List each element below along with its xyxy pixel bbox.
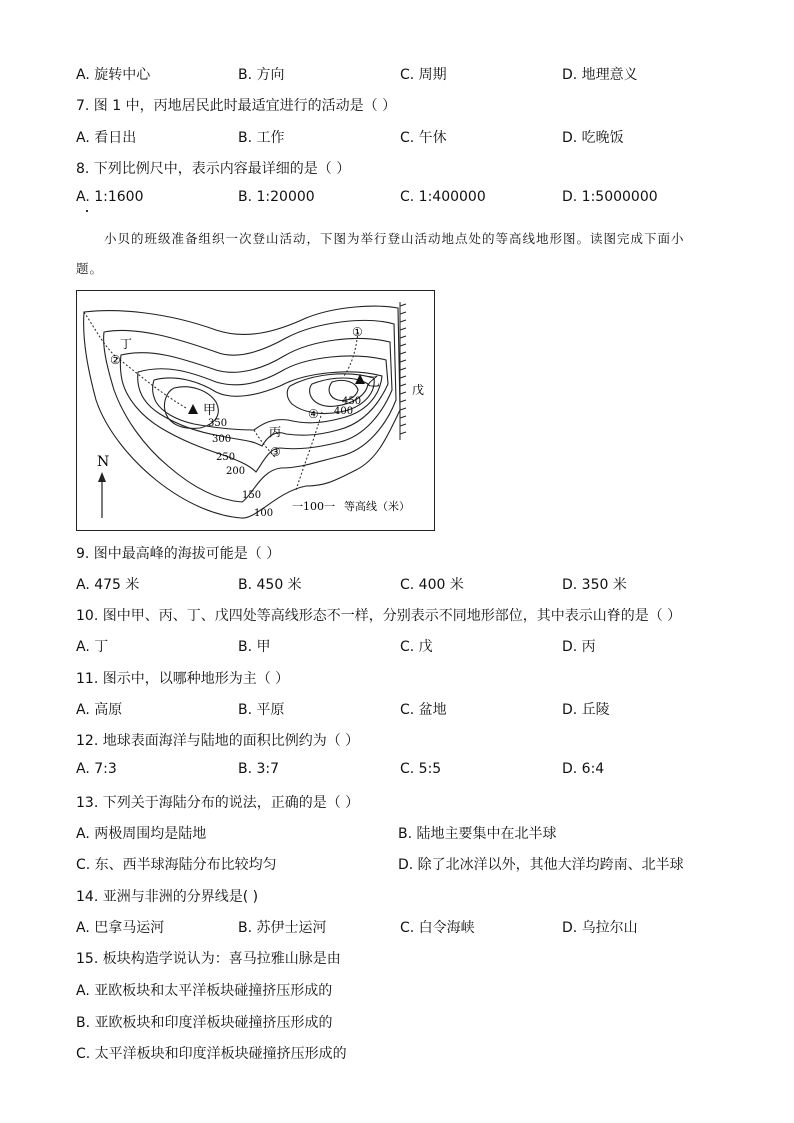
option-d: D. 6:4 (562, 761, 605, 777)
marker-2: ② (110, 353, 121, 367)
option-d: D. 除了北冰洋以外，其他大洋均跨南、北半球 (398, 857, 684, 873)
option-c: C. 盆地 (400, 702, 447, 718)
q15-option-c: C. 太平洋板块和印度洋板块碰撞挤压形成的 (76, 1046, 347, 1062)
q13-options-row-1 (76, 823, 716, 843)
contour-label-400: 400 (334, 406, 354, 417)
option-b: B. 甲 (238, 639, 271, 655)
q6-options (76, 64, 716, 84)
question-12-stem: 12. 地球表面海洋与陆地的面积比例约为（ ） (76, 733, 360, 749)
q8-options (76, 189, 716, 209)
option-a: A. 旋转中心 (76, 67, 151, 83)
option-a: A. 7:3 (76, 761, 117, 777)
option-d: D. 1:5000000 (562, 189, 658, 205)
option-d: D. 350 米 (562, 577, 627, 593)
option-d: D. 丙 (562, 639, 596, 655)
marker-3: ③ (270, 445, 281, 459)
option-a: A. 巴拿马运河 (76, 920, 165, 936)
q15-option-a: A. 亚欧板块和太平洋板块碰撞挤压形成的 (76, 983, 333, 999)
contour-label-300: 300 (212, 434, 232, 445)
legend-text: 等高线（米） (344, 500, 410, 513)
question-15-stem: 15. 板块构造学说认为：喜马拉雅山脉是由 (76, 951, 341, 967)
q15-option-b: B. 亚欧板块和印度洋板块碰撞挤压形成的 (76, 1015, 333, 1031)
place-bing-label: 丙 (269, 425, 282, 439)
peak-jia-label: 甲 (203, 403, 217, 418)
passage-line-2: 题。 (76, 261, 104, 276)
option-c: C. 5:5 (400, 761, 442, 777)
passage-line-1: 小贝的班级准备组织一次登山活动，下图为举行登山活动地点处的等高线地形图。读图完成下面小 (104, 231, 685, 246)
place-ding-label: 丁 (120, 337, 133, 351)
contour-label-250: 250 (216, 452, 236, 463)
option-c: C. 400 米 (400, 577, 464, 593)
contour-label-150: 150 (242, 490, 262, 501)
option-a: A. 1:1600 (76, 189, 144, 205)
option-d: D. 乌拉尔山 (562, 920, 638, 936)
contour-label-200: 200 (226, 466, 246, 477)
option-a: A. 丁 (76, 639, 109, 655)
q7-options (76, 127, 716, 147)
question-7-stem: 7. 图 1 中，丙地居民此时最适宜进行的活动是（ ） (76, 98, 397, 114)
question-14-stem: 14. 亚洲与非洲的分界线是( ) (76, 889, 259, 905)
option-b: B. 苏伊士运河 (238, 920, 327, 936)
passage (76, 224, 716, 284)
q14-options (76, 917, 716, 937)
question-9-stem: 9. 图中最高峰的海拔可能是（ ） (76, 546, 281, 562)
question-11-stem: 11. 图示中，以哪种地形为主（ ） (76, 671, 290, 687)
question-8-stem: 8. 下列比例尺中，表示内容最详细的是（ ） (76, 161, 351, 177)
option-b: B. 1:20000 (238, 189, 315, 205)
question-10-stem: 10. 图中甲、丙、丁、戊四处等高线形态不一样，分别表示不同地形部位，其中表示山脊的是（ ） (76, 608, 682, 624)
contour-label-100: 100 (254, 508, 274, 519)
option-a: A. 两极周围均是陆地 (76, 826, 207, 842)
option-c: C. 周期 (400, 67, 447, 83)
option-a: A. 高原 (76, 702, 123, 718)
contour-label-350: 350 (208, 418, 228, 429)
option-c: C. 白令海峡 (400, 920, 475, 936)
legend-line: 一100一 (292, 500, 335, 513)
option-d: D. 吃晚饭 (562, 130, 624, 146)
option-c: C. 午休 (400, 130, 447, 146)
option-d: D. 地理意义 (562, 67, 638, 83)
option-c: C. 戊 (400, 639, 433, 655)
north-label: N (97, 454, 110, 470)
q13-options-row-2 (76, 854, 716, 874)
option-b: B. 方向 (238, 67, 285, 83)
q10-options (76, 636, 716, 656)
option-a: A. 看日出 (76, 130, 137, 146)
place-wu-label: 戊 (412, 383, 425, 397)
stray-dot (86, 210, 88, 212)
q9-options (76, 574, 716, 594)
marker-1: ① (352, 325, 363, 339)
option-c: C. 东、西半球海陆分布比较均匀 (76, 857, 277, 873)
q11-options (76, 699, 716, 719)
option-d: D. 丘陵 (562, 702, 610, 718)
q12-options (76, 761, 716, 781)
contour-label-450: 450 (342, 396, 362, 407)
question-13-stem: 13. 下列关于海陆分布的说法，正确的是（ ） (76, 795, 360, 811)
option-c: C. 1:400000 (400, 189, 486, 205)
option-b: B. 陆地主要集中在北半球 (398, 826, 557, 842)
option-b: B. 工作 (238, 130, 285, 146)
option-b: B. 450 米 (238, 577, 302, 593)
option-a: A. 475 米 (76, 577, 140, 593)
marker-4: ④ (308, 407, 319, 421)
contour-map (76, 290, 436, 532)
option-b: B. 平原 (238, 702, 285, 718)
option-b: B. 3:7 (238, 761, 280, 777)
peak-yi-label: 乙 (367, 375, 381, 390)
